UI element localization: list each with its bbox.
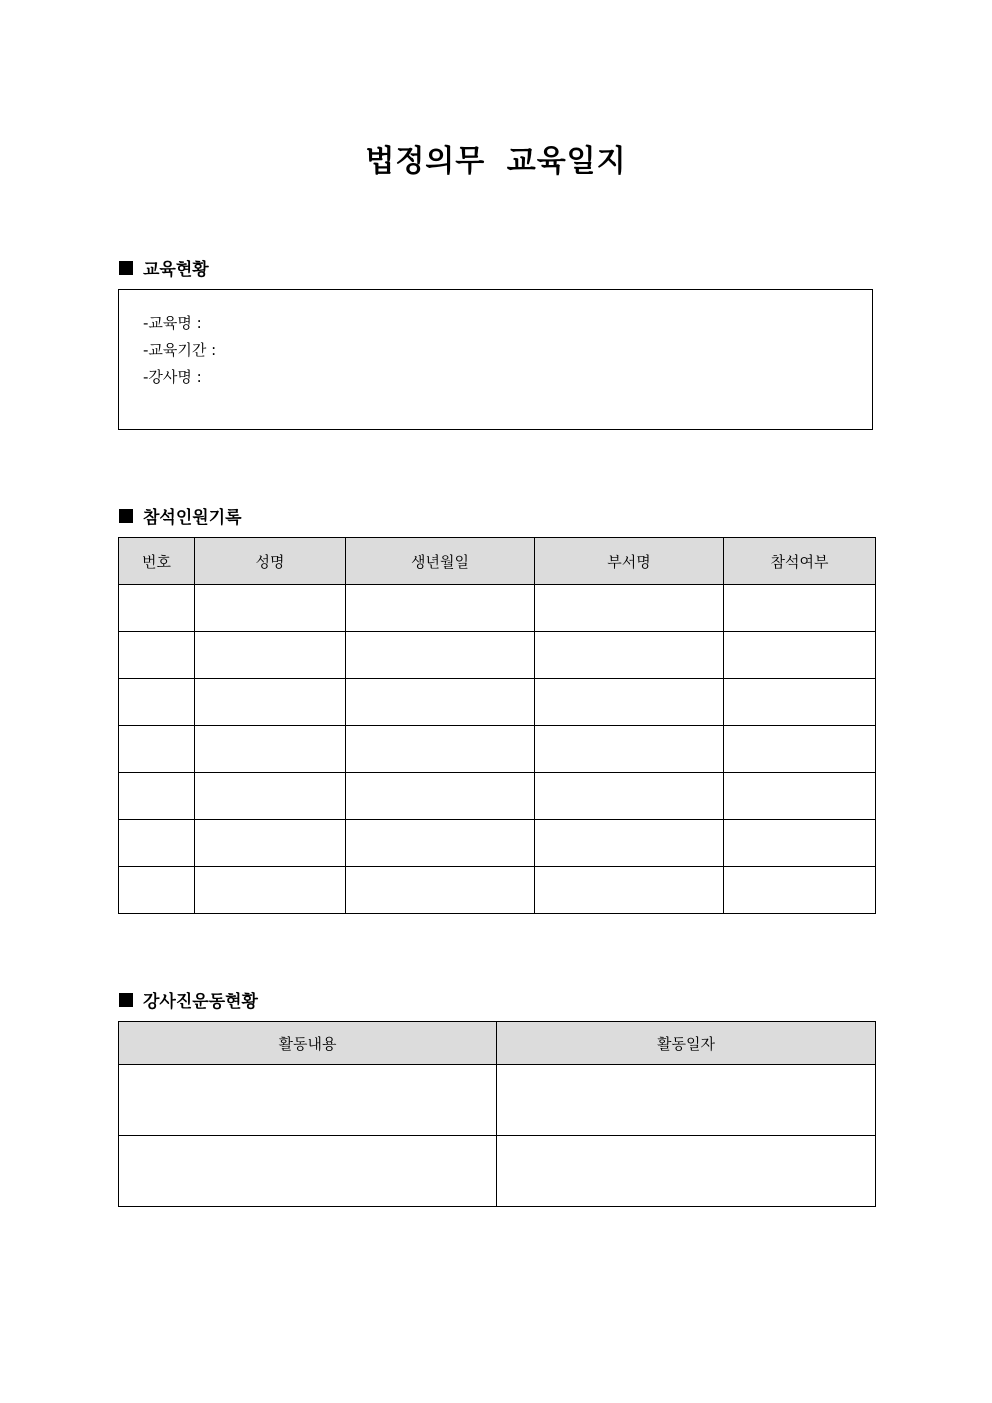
table-cell[interactable] (724, 867, 876, 914)
table-cell[interactable] (346, 679, 535, 726)
column-header-attendance: 참석여부 (724, 538, 876, 585)
table-cell[interactable] (195, 679, 346, 726)
activity-table (118, 1021, 876, 1207)
table-cell[interactable] (346, 632, 535, 679)
column-header-name: 성명 (195, 538, 346, 585)
section-heading-education-status (119, 255, 209, 280)
table-cell[interactable] (535, 632, 724, 679)
column-header-department: 부서명 (535, 538, 724, 585)
table-cell[interactable] (119, 679, 195, 726)
table-row (119, 679, 876, 726)
education-name-line: -교육명 : (143, 314, 202, 332)
column-header-number: 번호 (119, 538, 195, 585)
table-cell[interactable] (195, 867, 346, 914)
table-cell[interactable] (724, 773, 876, 820)
table-cell[interactable] (195, 726, 346, 773)
table-row (119, 1065, 876, 1136)
education-period-line: -교육기간 : (143, 341, 217, 359)
table-cell[interactable] (119, 1065, 497, 1136)
table-cell[interactable] (724, 679, 876, 726)
table-cell[interactable] (119, 632, 195, 679)
table-cell[interactable] (535, 867, 724, 914)
black-square-icon (119, 509, 133, 523)
table-cell[interactable] (535, 585, 724, 632)
table-header-row (119, 538, 876, 585)
table-cell[interactable] (724, 632, 876, 679)
table-cell[interactable] (119, 773, 195, 820)
table-cell[interactable] (119, 585, 195, 632)
section-heading-label: 교육현황 (143, 260, 209, 280)
table-cell[interactable] (195, 820, 346, 867)
table-cell[interactable] (724, 726, 876, 773)
table-cell[interactable] (535, 820, 724, 867)
column-header-birthdate: 생년월일 (346, 538, 535, 585)
table-row (119, 820, 876, 867)
table-cell[interactable] (119, 867, 195, 914)
education-info-box (118, 289, 873, 430)
table-cell[interactable] (195, 632, 346, 679)
table-cell[interactable] (535, 773, 724, 820)
page-title: 법정의무 교육일지 (365, 144, 627, 179)
table-row (119, 632, 876, 679)
black-square-icon (119, 261, 133, 275)
section-heading-instructor-activity (119, 987, 258, 1012)
table-row (119, 773, 876, 820)
table-cell[interactable] (346, 773, 535, 820)
section-heading-attendance (119, 503, 242, 528)
table-cell[interactable] (535, 679, 724, 726)
table-cell[interactable] (497, 1136, 876, 1207)
instructor-name-line: -강사명 : (143, 368, 202, 386)
table-cell[interactable] (346, 867, 535, 914)
table-cell[interactable] (724, 585, 876, 632)
table-row (119, 1136, 876, 1207)
table-row (119, 585, 876, 632)
column-header-activity-date: 활동일자 (497, 1022, 876, 1065)
table-row (119, 726, 876, 773)
table-cell[interactable] (724, 820, 876, 867)
table-cell[interactable] (195, 585, 346, 632)
table-cell[interactable] (195, 773, 346, 820)
section-heading-label: 참석인원기록 (143, 508, 242, 528)
table-cell[interactable] (497, 1065, 876, 1136)
table-cell[interactable] (535, 726, 724, 773)
table-cell[interactable] (346, 820, 535, 867)
table-row (119, 867, 876, 914)
attendance-table (118, 537, 876, 914)
table-cell[interactable] (346, 726, 535, 773)
table-cell[interactable] (119, 1136, 497, 1207)
table-header-row (119, 1022, 876, 1065)
section-heading-label: 강사진운동현황 (143, 992, 258, 1012)
table-cell[interactable] (346, 585, 535, 632)
column-header-activity-content: 활동내용 (119, 1022, 497, 1065)
black-square-icon (119, 993, 133, 1007)
table-cell[interactable] (119, 726, 195, 773)
table-cell[interactable] (119, 820, 195, 867)
